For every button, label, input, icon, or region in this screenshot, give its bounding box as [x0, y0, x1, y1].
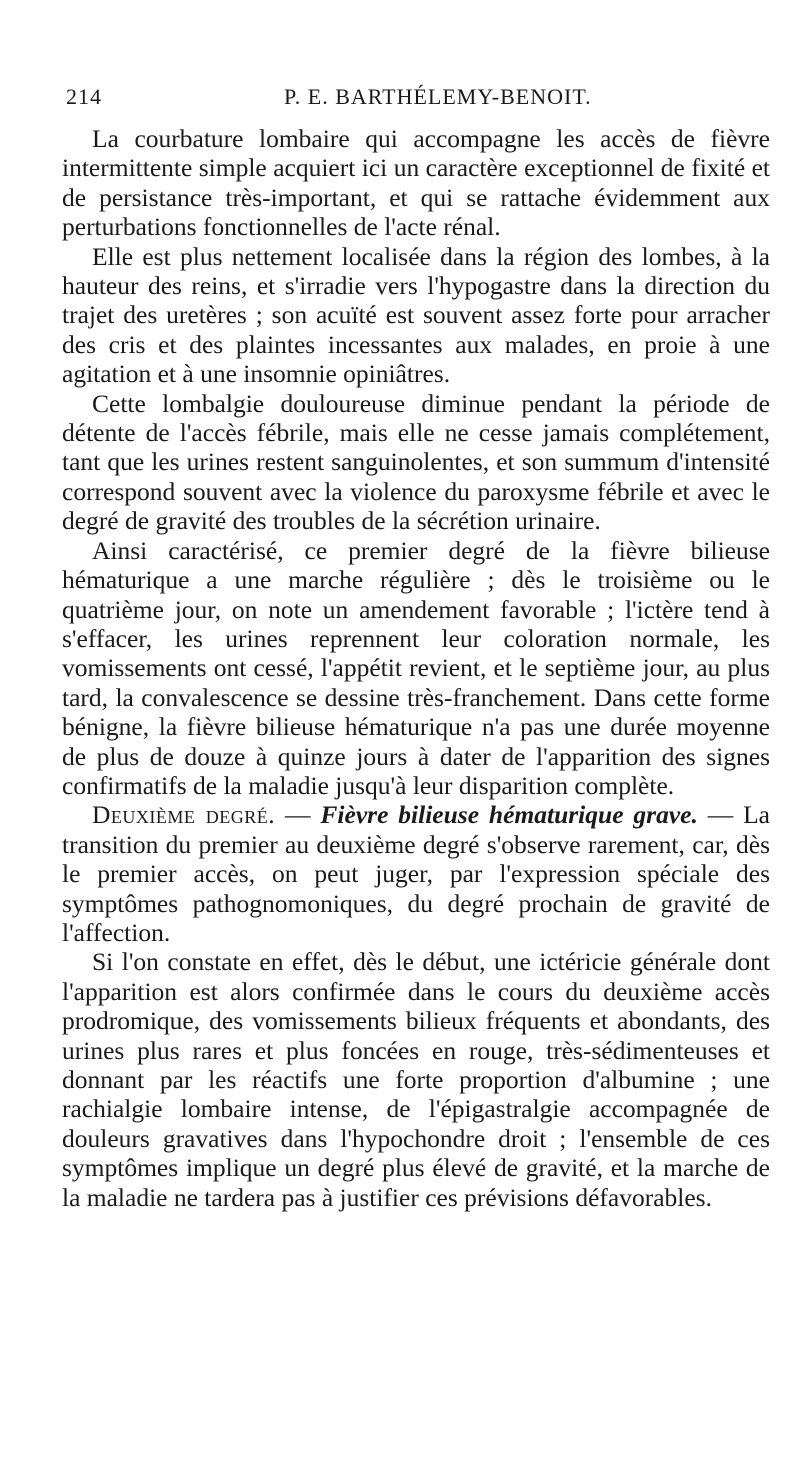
section-title: Fièvre bilieuse hématurique grave. — [320, 800, 698, 830]
paragraph-5 — [62, 800, 770, 947]
paragraph-3: Cette lombalgie douloureuse diminue pendant la période de détente de l'accès fébrile, mais elle ne cesse jamais complétement, tant que les urines restent sanguinolentes, et son summum d'intensité correspond souvent avec la violence du paroxysme fébrile et avec le degré de gravité des troubles de la sécrétion urinaire. — [62, 388, 770, 536]
dash-separator: — — [697, 800, 744, 830]
paragraph-2: Elle est plus nettement localisée dans la région des lombes, à la hauteur des reins, et s'irradie vers l'hypogastre dans la direction du trajet des uretères ; son acuïté est souvent assez forte pour arracher des cris et des plaintes incessantes aux malades, en proie à une agitation et à une insomnie opiniâtres. — [62, 241, 770, 389]
paragraph-1: La courbature lombaire qui accompagne les accès de fièvre intermittente simple acquiert ici un caractère exceptionnel de fixité et de persistance très-important, et qui se rattache évidemment aux perturbations fonctionnelles de l'acte rénal. — [62, 124, 770, 242]
dash-separator: — — [275, 800, 321, 830]
paragraph-5-text: La transition du premier au deuxième degré s'observe rarement, car, dès le premier accès, on peut juger, par l'expression spéciale des symptômes pathognomoniques, du degré prochain de gravité de l'affection. — [62, 800, 770, 947]
section-label: Deuxième degré. — [92, 800, 276, 830]
running-head — [64, 84, 764, 114]
page-number: 214 — [66, 84, 102, 109]
paragraph-4: Ainsi caractérisé, ce premier degré de la fièvre bilieuse hématurique a une marche régulière ; dès le troisième ou le quatrième jour, on note un amendement favorable ; l'ictère tend à s'effacer, les urines reprennent leur coloration normale, les vomissements ont cessé, l'appétit revient, et le septième jour, au plus tard, la convalescence se dessine très-franchement. Dans cette forme bénigne, la fièvre bilieuse hématurique n'a pas une durée moyenne de plus de douze à quinze jours à dater de l'apparition des signes confirmatifs de la maladie jusqu'à leur disparition complète. — [62, 535, 770, 800]
body-text — [62, 124, 770, 1212]
header-author: P. E. BARTHÉLEMY-BENOIT. — [284, 84, 592, 109]
paragraph-6: Si l'on constate en effet, dès le début, une ictéricie générale dont l'apparition est alors confirmée dans le cours du deuxième accès prodromique, des vomissements bilieux fréquents et abondants, des urines plus rares et plus foncées en rouge, très-sédimenteuses et donnant par les réactifs une forte proportion d'albumine ; une rachialgie lombaire intense, de l'épigastralgie accompagnée de douleurs gravatives dans l'hypochondre droit ; l'ensemble de ces symptômes implique un degré plus élevé de gravité, et la marche de la maladie ne tardera pas à justifier ces prévisions défavorables. — [62, 947, 770, 1212]
